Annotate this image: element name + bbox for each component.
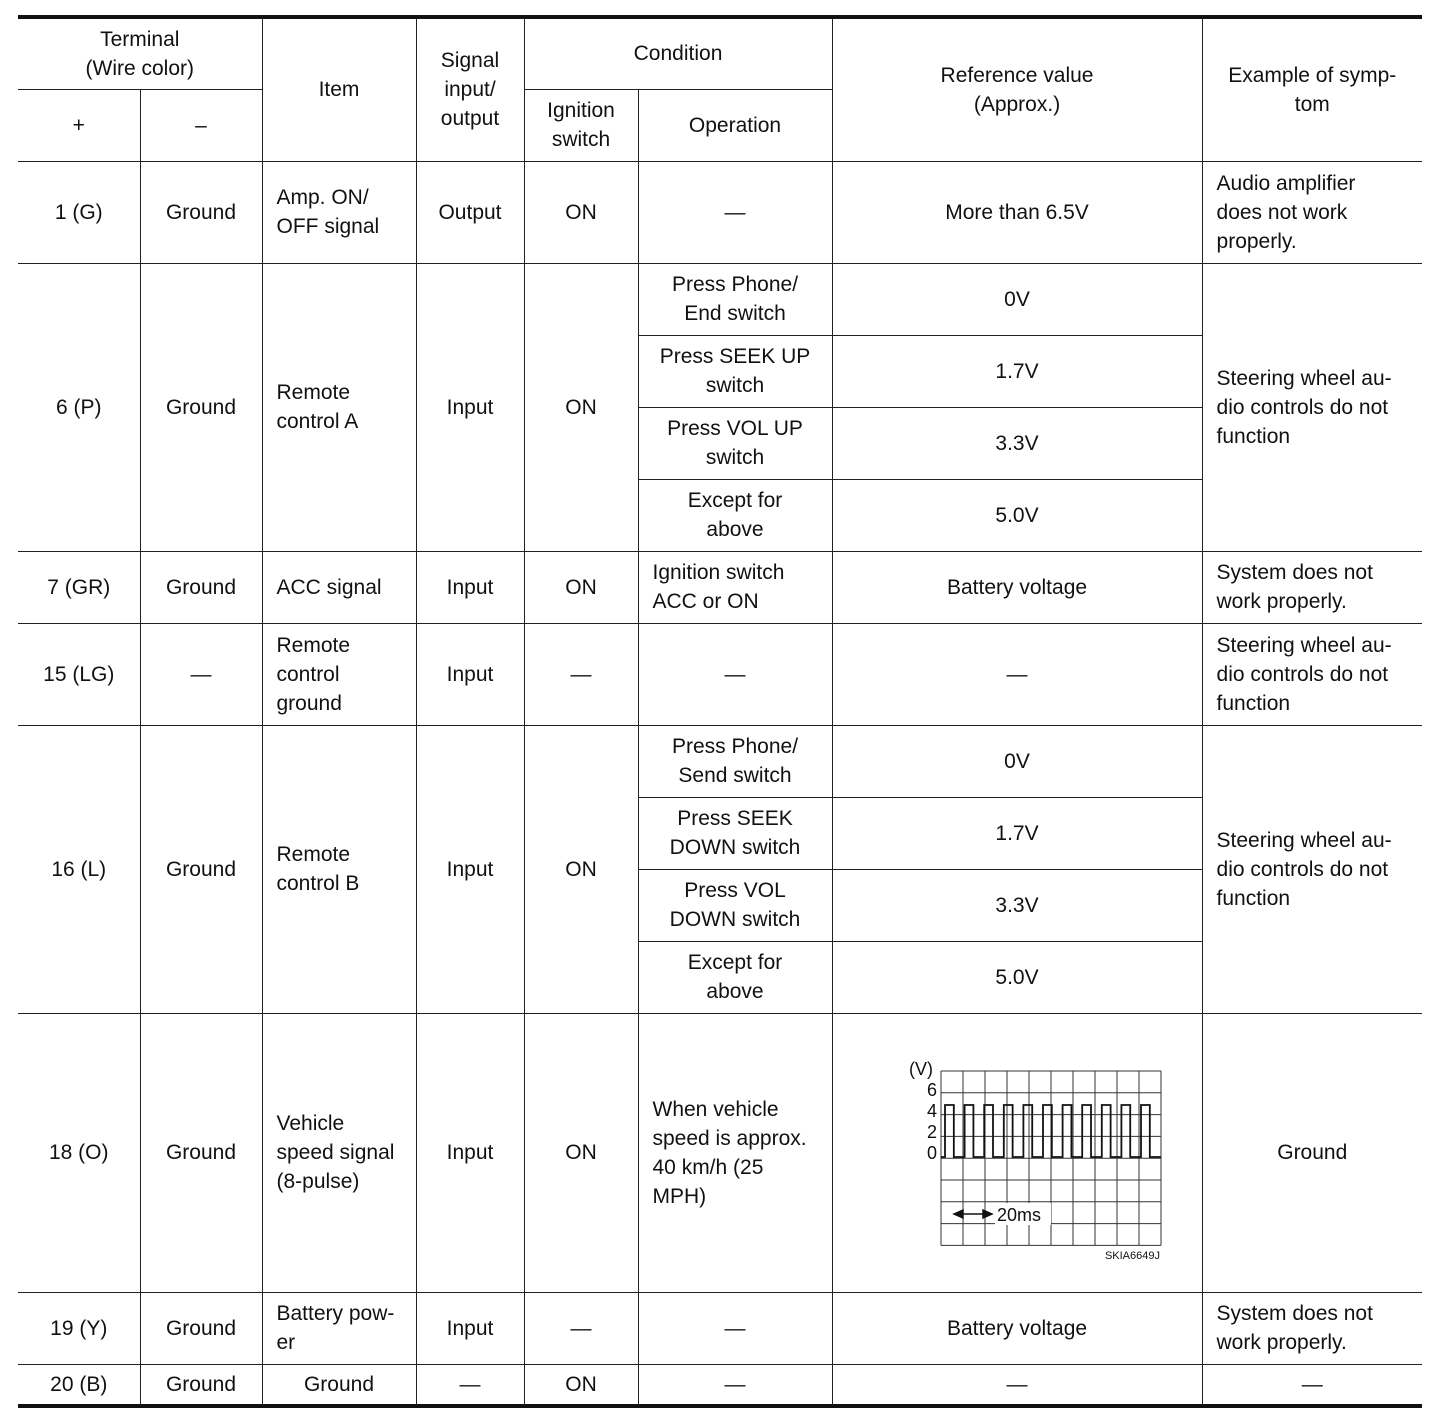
terminal-minus: Ground	[140, 1013, 262, 1292]
terminal-plus: 7 (GR)	[18, 551, 140, 623]
ignition: ON	[524, 161, 638, 263]
terminal-minus: Ground	[140, 725, 262, 1013]
reference: 3.3V	[832, 407, 1202, 479]
header-condition: Condition	[524, 17, 832, 89]
operation: When vehicle speed is approx. 40 km/h (25 MPH)	[638, 1013, 832, 1292]
symptom: Steering wheel au- dio controls do not function	[1202, 725, 1422, 1013]
reference: 0V	[832, 263, 1202, 335]
table-row	[18, 1013, 1422, 1292]
waveform-tick: 0	[927, 1142, 938, 1163]
signal: Output	[416, 161, 524, 263]
operation: Press Phone/ End switch	[638, 263, 832, 335]
table-row	[18, 623, 1422, 725]
header-plus: +	[18, 89, 140, 161]
symptom: System does not work properly.	[1202, 551, 1422, 623]
item: Battery pow- er	[262, 1292, 416, 1364]
header-row-1	[18, 17, 1422, 89]
ignition: —	[524, 1292, 638, 1364]
terminal-minus: Ground	[140, 161, 262, 263]
operation: Press VOL DOWN switch	[638, 869, 832, 941]
symptom: —	[1202, 1364, 1422, 1406]
symptom: Ground	[1202, 1013, 1422, 1292]
reference-waveform	[832, 1013, 1202, 1292]
table-row	[18, 263, 1422, 335]
operation: Press Phone/ Send switch	[638, 725, 832, 797]
symptom: Steering wheel au- dio controls do not function	[1202, 263, 1422, 551]
header-signal: Signal input/ output	[416, 17, 524, 161]
operation: Except for above	[638, 941, 832, 1013]
ignition: ON	[524, 1364, 638, 1406]
operation: Press VOL UP switch	[638, 407, 832, 479]
reference: 0V	[832, 725, 1202, 797]
table-row	[18, 725, 1422, 797]
operation: —	[638, 161, 832, 263]
waveform-unit: (V)	[909, 1058, 934, 1079]
table-row	[18, 551, 1422, 623]
signal: Input	[416, 725, 524, 1013]
waveform-tick: 4	[927, 1100, 938, 1121]
terminal-plus: 16 (L)	[18, 725, 140, 1013]
reference: More than 6.5V	[832, 161, 1202, 263]
header-ignition: Ignition switch	[524, 89, 638, 161]
terminal-plus: 1 (G)	[18, 161, 140, 263]
reference: 1.7V	[832, 335, 1202, 407]
terminal-plus: 6 (P)	[18, 263, 140, 551]
operation: —	[638, 1292, 832, 1364]
reference: —	[832, 1364, 1202, 1406]
terminal-minus: Ground	[140, 551, 262, 623]
operation: Ignition switch ACC or ON	[638, 551, 832, 623]
ignition: ON	[524, 551, 638, 623]
item: Ground	[262, 1364, 416, 1406]
table-row	[18, 1292, 1422, 1364]
reference: 5.0V	[832, 941, 1202, 1013]
terminal-table	[18, 15, 1422, 1408]
terminal-minus: —	[140, 623, 262, 725]
item: Vehicle speed signal (8-pulse)	[262, 1013, 416, 1292]
ignition: —	[524, 623, 638, 725]
figure-id: SKIA6649J	[1104, 1249, 1161, 1262]
ignition: ON	[524, 263, 638, 551]
item: Remote control A	[262, 263, 416, 551]
ignition: ON	[524, 725, 638, 1013]
symptom: Audio amplifier does not work properly.	[1202, 161, 1422, 263]
item: ACC signal	[262, 551, 416, 623]
reference: Battery voltage	[832, 1292, 1202, 1364]
terminal-plus: 19 (Y)	[18, 1292, 140, 1364]
item: Remote control B	[262, 725, 416, 1013]
terminal-plus: 15 (LG)	[18, 623, 140, 725]
terminal-minus: Ground	[140, 263, 262, 551]
waveform-tick: 2	[927, 1121, 938, 1142]
header-operation: Operation	[638, 89, 832, 161]
header-minus: –	[140, 89, 262, 161]
terminal-plus: 18 (O)	[18, 1013, 140, 1292]
waveform-time-label: 20ms	[997, 1204, 1042, 1225]
reference: 3.3V	[832, 869, 1202, 941]
reference: 5.0V	[832, 479, 1202, 551]
signal: Input	[416, 1013, 524, 1292]
waveform-signal	[941, 1105, 1161, 1157]
signal: Input	[416, 263, 524, 551]
header-symptom: Example of symp- tom	[1202, 17, 1422, 161]
operation: Press SEEK DOWN switch	[638, 797, 832, 869]
reference: 1.7V	[832, 797, 1202, 869]
waveform-tick: 6	[927, 1079, 938, 1100]
table-row	[18, 1364, 1422, 1406]
item: Amp. ON/ OFF signal	[262, 161, 416, 263]
ignition: ON	[524, 1013, 638, 1292]
item: Remote control ground	[262, 623, 416, 725]
reference: —	[832, 623, 1202, 725]
terminal-plus: 20 (B)	[18, 1364, 140, 1406]
header-item: Item	[262, 17, 416, 161]
terminal-minus: Ground	[140, 1364, 262, 1406]
symptom: System does not work properly.	[1202, 1292, 1422, 1364]
table-row	[18, 161, 1422, 263]
signal: Input	[416, 623, 524, 725]
operation: —	[638, 1364, 832, 1406]
header-reference: Reference value (Approx.)	[832, 17, 1202, 161]
waveform-diagram	[867, 1043, 1167, 1263]
operation: Press SEEK UP switch	[638, 335, 832, 407]
operation: —	[638, 623, 832, 725]
symptom: Steering wheel au- dio controls do not function	[1202, 623, 1422, 725]
operation: Except for above	[638, 479, 832, 551]
signal: —	[416, 1364, 524, 1406]
signal: Input	[416, 551, 524, 623]
signal: Input	[416, 1292, 524, 1364]
reference: Battery voltage	[832, 551, 1202, 623]
terminal-minus: Ground	[140, 1292, 262, 1364]
time-arrow	[954, 1210, 992, 1218]
header-terminal: Terminal (Wire color)	[18, 17, 262, 89]
